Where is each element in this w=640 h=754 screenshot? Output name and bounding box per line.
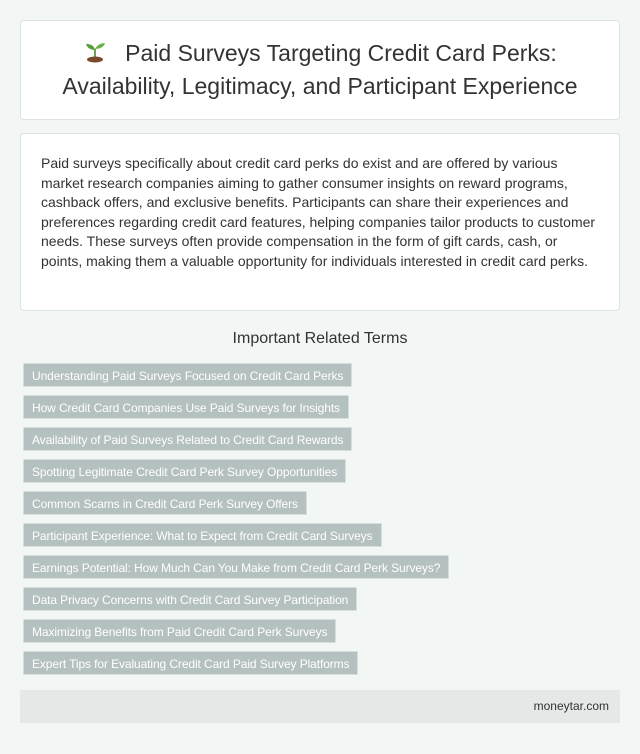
related-term-tag[interactable]: Data Privacy Concerns with Credit Card Survey Participation — [23, 587, 357, 611]
related-term-tag[interactable]: How Credit Card Companies Use Paid Surveys for Insights — [23, 395, 349, 419]
sprout-icon — [83, 41, 107, 63]
related-term-tag[interactable]: Common Scams in Credit Card Perk Survey Offers — [23, 491, 307, 515]
related-terms-list — [23, 363, 449, 683]
related-term-tag[interactable]: Availability of Paid Surveys Related to Credit Card Rewards — [23, 427, 352, 451]
related-term-tag[interactable]: Spotting Legitimate Credit Card Perk Survey Opportunities — [23, 459, 346, 483]
related-term-tag[interactable]: Maximizing Benefits from Paid Credit Card Perk Surveys — [23, 619, 336, 643]
related-term-tag[interactable]: Earnings Potential: How Much Can You Make from Credit Card Perk Surveys? — [23, 555, 449, 579]
related-terms-heading: Important Related Terms — [232, 330, 408, 347]
related-term-tag[interactable]: Expert Tips for Evaluating Credit Card Paid Survey Platforms — [23, 651, 358, 675]
related-term-tag[interactable]: Participant Experience: What to Expect from Credit Card Surveys — [23, 523, 382, 547]
description-text: Paid surveys specifically about credit card perks do exist and are offered by various market research companies aiming to gather consumer insights on reward programs, cashback offers, and exclusive benefits. Participants can share their experiences and preferences regarding credit card features, helping companies tailor products to customer needs. These surveys often provide compensation in the form of gift cards, cash, or points, making them a valuable opportunity for individuals interested in credit card perks. — [41, 155, 596, 269]
footer — [20, 690, 620, 723]
related-term-tag[interactable]: Understanding Paid Surveys Focused on Credit Card Perks — [23, 363, 352, 387]
page-title — [37, 37, 603, 103]
description-card — [20, 133, 620, 311]
footer-site-name: moneytar.com — [533, 699, 609, 713]
title-card — [20, 20, 620, 120]
page-title-text: Paid Surveys Targeting Credit Card Perks: Availability, Legitimacy, and Participant Experience — [62, 40, 578, 99]
